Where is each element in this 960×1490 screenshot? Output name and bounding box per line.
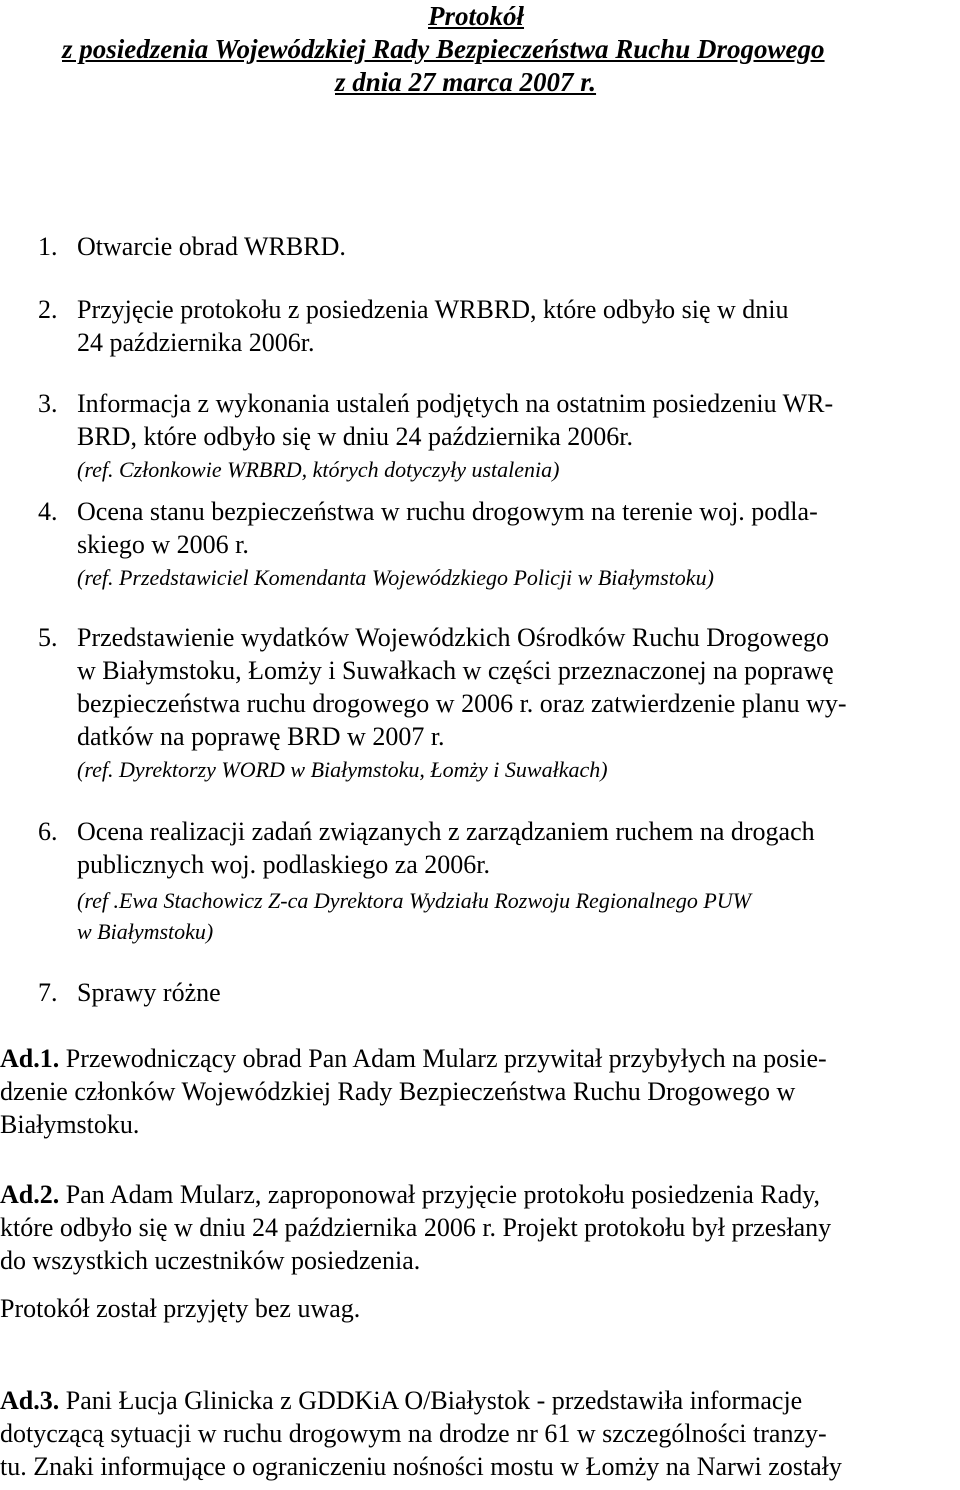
agenda-item-text: skiego w 2006 r. <box>77 530 249 559</box>
agenda-item-text: 24 października 2006r. <box>77 328 315 357</box>
agenda-item-text: Informacja z wykonania ustaleń podjętych na ostatnim posiedzeniu WR- <box>77 389 834 418</box>
agenda-item-ref: (ref .Ewa Stachowicz Z-ca Dyrektora Wydziału Rozwoju Regionalnego PUW <box>77 888 751 913</box>
agenda-number: 1. <box>38 232 58 261</box>
agenda-item-text: Sprawy różne <box>77 978 221 1007</box>
agenda-item-ref: w Białymstoku) <box>77 919 214 944</box>
agenda-item-text: Przedstawienie wydatków Wojewódzkich Ośrodków Ruchu Drogowego <box>77 623 829 652</box>
agenda-number: 7. <box>38 978 58 1007</box>
agenda-item-text: w Białymstoku, Łomży i Suwałkach w części przeznaczonej na poprawę <box>77 656 834 685</box>
document-subtitle: z posiedzenia Wojewódzkiej Rady Bezpieczeństwa Ruchu Drogowego <box>62 34 825 64</box>
section-line: Białymstoku. <box>0 1110 140 1139</box>
section-note: Protokół został przyjęty bez uwag. <box>0 1294 361 1323</box>
section-text: Pan Adam Mularz, zaproponował przyjęcie protokołu posiedzenia Rady, <box>65 1180 821 1209</box>
section-line <box>0 1178 820 1211</box>
section-line: które odbyło się w dniu 24 października 2006 r. Projekt protokołu był przesłany <box>0 1213 832 1242</box>
section-line: dzenie członków Wojewódzkiej Rady Bezpieczeństwa Ruchu Drogowego w <box>0 1077 796 1106</box>
agenda-item-text: Ocena stanu bezpieczeństwa w ruchu drogowym na terenie woj. podla- <box>77 497 818 526</box>
agenda-item-ref: (ref. Członkowie WRBRD, których dotyczyły ustalenia) <box>77 457 560 482</box>
agenda-number: 3. <box>38 389 58 418</box>
section-text: Pani Łucja Glinicka z GDDKiA O/Białystok - przedstawiła informacje <box>65 1386 803 1415</box>
section-label: Ad.1. <box>0 1044 60 1073</box>
agenda-number: 4. <box>38 497 58 526</box>
agenda-item-ref: (ref. Dyrektorzy WORD w Białymstoku, Łomży i Suwałkach) <box>77 757 608 782</box>
agenda-item-text: publicznych woj. podlaskiego za 2006r. <box>77 850 491 879</box>
agenda-item-text: bezpieczeństwa ruchu drogowego w 2006 r. oraz zatwierdzenie planu wy- <box>77 689 847 718</box>
section-text: Przewodniczący obrad Pan Adam Mularz przywitał przybyłych na posie- <box>65 1044 827 1073</box>
section-line: do wszystkich uczestników posiedzenia. <box>0 1246 421 1275</box>
section-line: tu. Znaki informujące o ograniczeniu nośności mostu w Łomży na Narwi zostały <box>0 1452 842 1481</box>
section-line: dotyczącą sytuacji w ruchu drogowym na drodze nr 61 w szczególności tranzy- <box>0 1419 827 1448</box>
agenda-number: 2. <box>38 295 58 324</box>
section-line <box>0 1384 802 1417</box>
agenda-item-text: Przyjęcie protokołu z posiedzenia WRBRD, które odbyło się w dniu <box>77 295 789 324</box>
agenda-number: 5. <box>38 623 58 652</box>
agenda-item-ref: (ref. Przedstawiciel Komendanta Wojewódzkiego Policji w Białymstoku) <box>77 565 714 590</box>
agenda-item-text: datków na poprawę BRD w 2007 r. <box>77 722 445 751</box>
document-title: Protokół <box>428 1 525 31</box>
agenda-item-text: Otwarcie obrad WRBRD. <box>77 232 346 261</box>
agenda-number: 6. <box>38 817 58 846</box>
agenda-item-text: Ocena realizacji zadań związanych z zarządzaniem ruchem na drogach <box>77 817 815 846</box>
section-label: Ad.3. <box>0 1386 60 1415</box>
section-line <box>0 1042 827 1075</box>
agenda-item-text: BRD, które odbyło się w dniu 24 października 2006r. <box>77 422 634 451</box>
document-date: z dnia 27 marca 2007 r. <box>335 67 597 97</box>
section-label: Ad.2. <box>0 1180 60 1209</box>
